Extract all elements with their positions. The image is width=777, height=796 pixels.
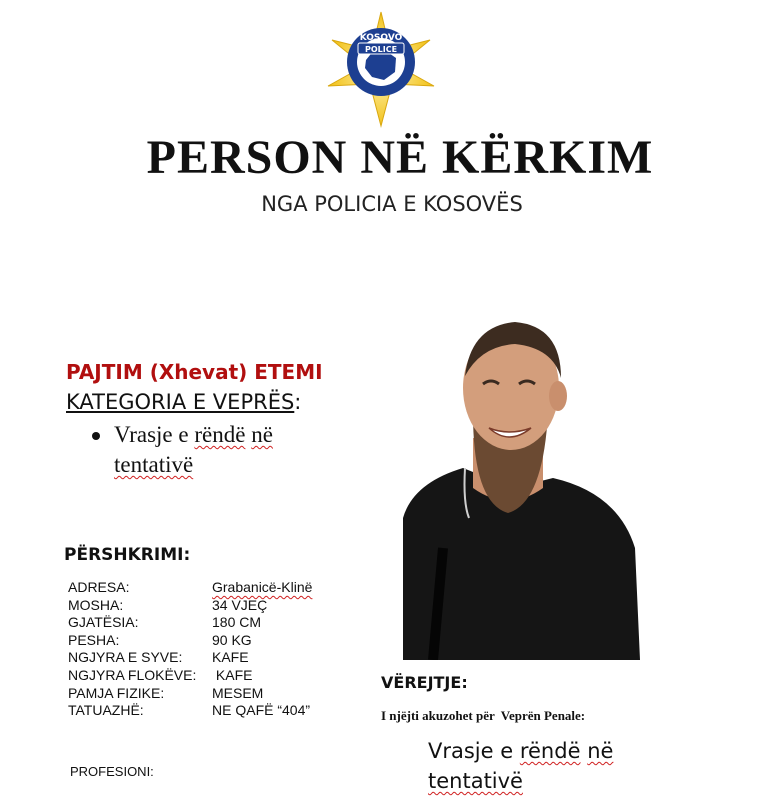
row-label: PAMJA FIZIKE:: [68, 684, 165, 701]
notes-text: I njëjti akuzohet për Veprën Penale:: [381, 708, 586, 723]
row-value: 34 VJEÇ: [212, 596, 268, 613]
kosovo-police-logo: [322, 10, 440, 128]
notes-charge-1: Vrasje e: [428, 739, 520, 763]
charge-text-4: në: [251, 422, 273, 447]
category-colon: :: [294, 390, 302, 414]
charge-text-2: rëndë: [194, 422, 246, 447]
notes-heading: VËREJTJE:: [381, 673, 468, 692]
description-row: [68, 667, 312, 685]
description-table: [68, 579, 312, 720]
row-label: MOSHA:: [68, 596, 124, 613]
row-value: KAFE: [212, 649, 249, 666]
page-subtitle: NGA POLICIA E KOSOVËS: [261, 192, 523, 216]
row-label: PESHA:: [68, 631, 120, 648]
row-label: NGJYRA FLOKËVE:: [68, 666, 197, 683]
bullet-icon: [92, 432, 100, 440]
profession-label: PROFESIONI:: [70, 764, 154, 779]
charge-text-1: Vrasje e: [114, 422, 195, 447]
page-title: PERSON NË KËRKIM: [146, 131, 654, 184]
logo-top-text: KOSOVO: [359, 33, 403, 43]
suspect-photo: [403, 318, 640, 660]
description-row: [68, 614, 312, 632]
notes-charge-5: tentativë: [428, 769, 523, 793]
row-value: 90 KG: [212, 631, 252, 648]
description-row: [68, 702, 312, 720]
row-label: GJATËSIA:: [68, 614, 139, 631]
row-value: 180 CM: [212, 614, 262, 631]
row-value: Grabanicë-Klinë: [212, 579, 313, 595]
description-row: [68, 597, 312, 615]
row-value: KAFE: [212, 666, 253, 683]
description-row: [68, 632, 312, 650]
notes-charge-2: rëndë: [519, 739, 581, 763]
person-name: PAJTIM (Xhevat) ETEMI: [66, 360, 323, 384]
row-label: NGJYRA E SYVE:: [68, 649, 183, 666]
charge-text-5: tentativë: [114, 452, 194, 477]
notes-charge: [428, 736, 613, 796]
description-heading: PËRSHKRIMI:: [64, 545, 191, 565]
description-row: [68, 685, 312, 703]
logo-band-text: POLICE: [364, 45, 398, 54]
row-value: NE QAFË “404”: [212, 702, 311, 719]
category-label: KATEGORIA E VEPRËS: [66, 390, 295, 414]
description-row: [68, 649, 312, 667]
row-label: ADRESA:: [68, 579, 130, 595]
charge-list-item: [92, 420, 342, 480]
category-heading: [66, 390, 301, 414]
notes-charge-4: në: [587, 739, 614, 763]
row-value: MESEM: [212, 684, 264, 701]
row-label: TATUAZHË:: [68, 702, 144, 719]
description-row: [68, 579, 312, 597]
